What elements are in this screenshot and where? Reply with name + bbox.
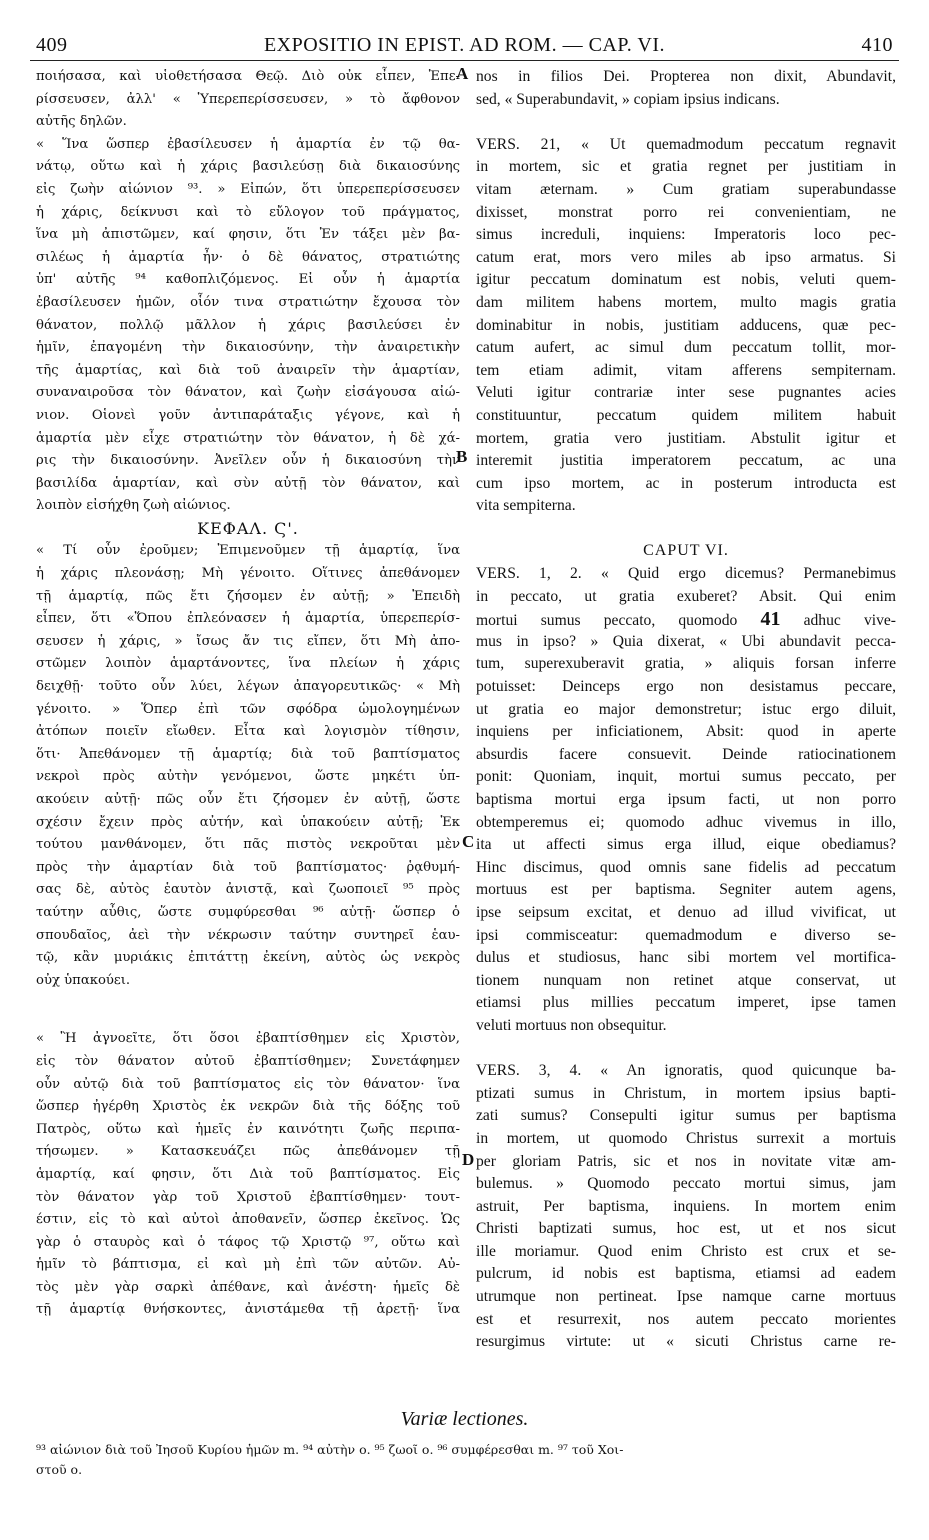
text-line: ponit: Quoniam, inquit, mortui sumus peccato, per xyxy=(476,768,896,786)
text-line: σας δὲ, αὐτὸς ἑαυτὸν ἀνιστᾷ, καὶ ζωοποιεῖ ⁹⁵ πρὸς xyxy=(36,882,460,898)
text-line: τούτου μανθάνομεν, ὅτι πᾶς πιστὸς νεκροῦται μὲν xyxy=(36,837,460,853)
text-line: « Ἵνα ὥσπερ ἐβασίλευσεν ἡ ἁμαρτία ἐν τῷ θα- xyxy=(36,136,460,152)
text-line: ἵνα μὴ ἀπιστῶμεν, καί φησιν, ὅτι Ἐν τάξει μὲν βα- xyxy=(36,227,460,243)
text-line: ακούειν αὐτῇ· πῶς οὖν ἔτι ζήσομεν ἐν αὐτῇ, ὥστε xyxy=(36,792,460,807)
text-line: νάτῳ, οὕτω καὶ ἡ χάρις βασιλεύσῃ διὰ δικαιοσύνης xyxy=(36,159,460,175)
text-line: τῆς ἁμαρτίας, καὶ διὰ τοῦ ἀναιρεῖν τὴν ἁμαρτίαν, xyxy=(36,362,460,378)
running-header xyxy=(30,34,899,61)
text-line: « Ἢ ἀγνοεῖτε, ὅτι ὅσοι ἐβαπτίσθημεν εἰς Χριστὸν, xyxy=(36,1031,460,1047)
text-line: ptizati sumus in Christum, in mortem ipsius bapti- xyxy=(476,1084,896,1102)
text-line: Christi baptizati sumus, hoc est, ut et nos sicut xyxy=(476,1220,896,1238)
latin-block-1 xyxy=(476,66,896,111)
text-line: Πατρὸς, οὕτω καὶ ἡμεῖς ἐν καινότητι ζωῆς περιπα- xyxy=(36,1121,460,1137)
text-line: dam militem habens mortem, multo magis gratia xyxy=(476,293,896,311)
latin-block-4 xyxy=(476,1060,896,1354)
text-line: ἡ χάρις πλεονάσῃ; Μὴ γένοιτο. Οἵτινες ἀπεθάνομεν xyxy=(36,566,460,582)
text-line: VERS. 1, 2. « Quid ergo dicemus? Permanebimus xyxy=(476,565,896,583)
column-number: 41 xyxy=(760,608,781,631)
running-title: EXPOSITIO IN EPIST. AD ROM. — CAP. VI. xyxy=(263,34,666,56)
text-line: αὐτῆς δηλῶν. xyxy=(36,114,127,130)
text-line: nos in filios Dei. Propterea non dixit, Abundavit, xyxy=(476,68,896,85)
text-line: σευσεν ἡ χάρις, » ἴσως ἄν τις εἴπεν, ὅτι Μὴ ἀπο- xyxy=(36,633,460,649)
text-line: in mortem, ut quomodo Christus surrexit a mortuis xyxy=(476,1129,896,1147)
text-line: τὸν θάνατον γὰρ τοῦ Χριστοῦ ἐβαπτίσθημεν· τουτ- xyxy=(36,1189,460,1205)
text-line: ρίσσευσεν, ἀλλ' « Ὑπερεπερίσσευσεν, » τὸ ἄφθονον xyxy=(36,91,460,107)
text-line: τῷ, κἂν μυριάκις ἐπιτάττῃ ἐκείνη, αὐτὸς ὡς νεκρὸς xyxy=(36,950,460,966)
text-line: tionem nunquam non retinet atque conservat, ut xyxy=(476,971,896,989)
text-line: mus in ipso? » Quia dixerat, « Ubi abundavit pecca- xyxy=(476,632,896,650)
margin-mark-a: A xyxy=(456,64,469,83)
text-line: ἡμῖν τὸ βάπτισμα, εἰ καὶ μὴ ἐπὶ τῶν αὐτῶν. Αὐ- xyxy=(36,1257,460,1273)
text-line: νεκροὶ πρὸς αὐτὴν γενόμενοι, ὥστε μηκέτι ὑπ- xyxy=(36,769,460,785)
text-line: οὐχ ὑπακούει. xyxy=(36,972,131,988)
text-line: vita sempiterna. xyxy=(476,497,576,515)
text-line: τὸς μὲν γὰρ σαρκὶ ἀπέθανε, καὶ ἀνέστη· ἡμεῖς δὲ xyxy=(36,1279,460,1295)
text-line: astruit, Per baptisma, inquiens. In mortem enim xyxy=(476,1197,896,1215)
text-line: simus increduli, inquiens: Imperatoris loco pec- xyxy=(476,226,896,244)
text-line: per gloriam Patris, sic et nos in novitate vitæ am- xyxy=(476,1152,896,1170)
text-line: θάνατον, πολλῷ μᾶλλον ἡ χάρις βασιλεύσει ἐν xyxy=(36,317,460,333)
text-line xyxy=(476,608,896,631)
text-line: βασιλίδα ἁμαρτίαν, καὶ σὺν αὐτῇ τὸν θάνατον, καὶ xyxy=(36,475,460,491)
text-line: πρὸς τὴν ἁμαρτίαν διὰ τοῦ βαπτίσματος· ῥᾳθυμή- xyxy=(36,859,460,875)
text-line: utrumque non pertineat. Ipse namque carne mortuus xyxy=(476,1288,896,1306)
text-line: etiamsi plus millies peccatum imperet, ipse tamen xyxy=(476,994,896,1012)
text-line: sed, « Superabundavit, » copiam ipsius indicans. xyxy=(476,90,780,108)
text-line: in peccato, ut gratia exuberet? Absit. Qui enim xyxy=(476,587,896,605)
text-line: mortem, gratia vero justitiam. Abstulit igitur et xyxy=(476,429,896,447)
text-line: εἰς τὸν θάνατον αὐτοῦ ἐβαπτίσθημεν; Συνετάφημεν xyxy=(36,1053,460,1069)
text-line: σχέσιν ἔχειν πρὸς αὐτήν, καὶ ὑπακούειν αὐτῇ; Ἐκ xyxy=(36,814,460,830)
text-line: στῶμεν λοιπὸν ἁμαρτάνοντες, ἵνα πλείων ἡ χάρις xyxy=(36,656,460,672)
text-line: VERS. 21, « Ut quemadmodum peccatum regnavit xyxy=(476,135,896,153)
text-line: συναναιροῦσα τὸν θάνατον, καὶ ζωὴν εἰσάγουσα αἰώ- xyxy=(36,385,460,401)
text-line: catum erat, mors vero miles ab ipso armatus. Si xyxy=(476,248,896,266)
text-line: σπουδαῖος, ἀεὶ τὴν νέκρωσιν ταύτην συντηρεῖ ἑαυ- xyxy=(36,927,460,943)
text-line: ποιήσασα, καὶ υἱοθετήσασα Θεῷ. Διὸ οὐκ εἶπεν, Ἐπε- xyxy=(36,69,460,84)
margin-mark-c: C xyxy=(462,832,475,851)
text-line: inquiens per inficiationem, Absit: quod in aperte xyxy=(476,723,896,741)
footnotes xyxy=(36,1440,896,1480)
text-line: ὅτι· Ἀπεθάνομεν τῇ ἁμαρτίᾳ; διὰ τοῦ βαπτίσματος xyxy=(36,746,460,762)
margin-mark-b: B xyxy=(456,447,468,466)
text-line: baptisma mortui erga ipsum facti, ut non porro xyxy=(476,791,896,808)
text-line: in mortem, sic et gratia regnet per justitiam in xyxy=(476,158,896,176)
text-line: VERS. 3, 4. « An ignoratis, quod quicunque ba- xyxy=(476,1062,896,1080)
margin-mark-d: D xyxy=(462,1150,475,1169)
text-line: vitam æternam. » Cum gratiam superabundasse xyxy=(476,180,896,198)
text-line: ταύτην αὖθις, ὥστε συμφύρεσθαι ⁹⁶ αὐτῇ· ὥσπερ ὁ xyxy=(36,904,460,920)
variae-lectiones-heading: Variæ lectiones. xyxy=(400,1408,529,1430)
text-line: mortuus est per baptisma. Segniter autem agens, xyxy=(476,881,896,899)
text-line: ille moriamur. Quod enim Christo est crux et se- xyxy=(476,1242,896,1260)
footnote-line: στοῦ ο. xyxy=(36,1462,83,1477)
latin-block-3 xyxy=(476,563,896,1037)
text-line: οὖν αὐτῷ διὰ τοῦ βαπτίσματος εἰς τὸν θάνατον· ἵνα xyxy=(36,1076,460,1092)
text-line: dulus et studiosus, hanc sibi mortem vel mortifica- xyxy=(476,949,896,967)
text-line: ἁμαρτίᾳ, καί φησιν, ὅτι Διὰ τοῦ βαπτίσματος. Εἰς xyxy=(36,1166,460,1182)
page-number-left: 409 xyxy=(36,34,68,56)
text-line: λοιπὸν εἰσήχθη ζωὴ αἰώνιος. xyxy=(36,498,231,514)
text-line: dixisset, monstrat porro rei convenientiam, ne xyxy=(476,203,896,221)
latin-block-2 xyxy=(476,134,896,518)
text-line: ἁμαρτία μὲν εἶχε στρατιώτην τὸν θάνατον, ἡ δὲ χά- xyxy=(36,430,460,446)
text-line: Veluti igitur contrariæ inter sese pugnantes acies xyxy=(476,384,896,402)
page-number-right: 410 xyxy=(861,34,893,56)
greek-chapter-heading: ΚΕΦΑΛ. Ϛ'. xyxy=(197,518,299,538)
text-line: ὥσπερ ἠγέρθη Χριστὸς ἐκ νεκρῶν διὰ τῆς δόξης τοῦ xyxy=(36,1099,460,1115)
text-line: igitur peccatum dominatum est nobis, veluti quem- xyxy=(476,271,896,289)
text-line: γένοιτο. » Ὅπερ ἐπὶ τῶν σφόδρα ὡμολογημένων xyxy=(36,701,460,717)
text-line: « Τί οὖν ἐροῦμεν; Ἐπιμενοῦμεν τῇ ἁμαρτίᾳ, ἵνα xyxy=(36,543,460,559)
text-line: ipse seipsum excitat, et denuo ad illud vivificat, ut xyxy=(476,903,896,921)
greek-block-2 xyxy=(36,540,460,992)
text-line: zati sumus? Consepulti igitur sumus per baptisma xyxy=(476,1107,896,1125)
text-fragment: adhuc vive- xyxy=(803,612,896,630)
text-line: constituuntur, peccatum quidem militem habuit xyxy=(476,406,896,424)
greek-column xyxy=(36,66,460,1322)
text-line: ἐβασίλευσεν ἡμῶν, οἷόν τινα στρατιώτην ἔχουσα τὸν xyxy=(36,294,460,310)
text-line: absurdis facere consuevit. Deinde ratiocinationem xyxy=(476,745,896,763)
text-line: pulcrum, id nobis est baptisma, etiamsi ad eadem xyxy=(476,1265,896,1283)
text-line: γὰρ ὁ σταυρὸς καὶ ὁ τάφος τῷ Χριστῷ ⁹⁷, οὕτω καὶ xyxy=(36,1234,460,1250)
text-line: τῇ ἁμαρτίᾳ, πῶς ἔτι ζήσομεν ἐν αὐτῇ; » Ἐπειδὴ xyxy=(36,588,460,604)
text-line: dominabitur in nobis, justitiam adducens, quæ pec- xyxy=(476,316,896,334)
text-line: ἀτόπων ποιεῖν εἴωθεν. Εἶτα καὶ λογισμὸν τίθησιν, xyxy=(36,724,460,740)
text-fragment: mortui sumus peccato, quomodo xyxy=(476,612,738,630)
text-line: εἶπεν, ὅτι «Ὅπου ἐπλεόνασεν ἡ ἁμαρτία, ὑπερεπερίσ- xyxy=(36,611,460,627)
text-line: ρις τὴν δικαιοσύνην. Ἀνεῖλεν οὖν ἡ δικαιοσύνη τὴν xyxy=(36,453,460,469)
text-line: έστιν, εἰς τὸ καὶ αὐτοὶ ἀποθανεῖν, ὥσπερ ἐκεῖνος. Ὡς xyxy=(36,1212,460,1228)
text-line: ita ut affecti simus erga illud, eique obediamus? xyxy=(476,836,896,854)
text-line: Hinc discimus, quod omnis sane fidelis ad peccatum xyxy=(476,858,896,876)
text-line: σιλέως ἡ ἁμαρτία ἦν· ὁ δὲ θάνατος, στρατιώτης xyxy=(36,249,460,265)
text-line: potuisset: Deinceps ergo non desistamus peccare, xyxy=(476,678,896,696)
greek-block-3 xyxy=(36,1028,460,1322)
latin-column xyxy=(476,66,896,1354)
text-line: εἰς ζωὴν αἰώνιον ⁹³. » Εἰπών, ὅτι ὑπερεπερίσσευσεν xyxy=(36,181,460,197)
text-line: τήσωμεν. » Κατασκευάζει πῶς ἀπεθάνομεν τῇ xyxy=(36,1144,460,1160)
latin-chapter-heading: CAPUT VI. xyxy=(643,542,729,560)
text-line: νιον. Οἱονεὶ γοῦν ἀντιπαράταξις γέγονε, καὶ ἡ xyxy=(36,407,460,423)
text-line: ipsi commisceatur: quemadmodum e diverso se- xyxy=(476,926,896,944)
text-line: interemit justitia imperatorem peccatum, ac una xyxy=(476,452,896,470)
text-line: veluti mortuus non obsequitur. xyxy=(476,1016,667,1034)
text-line: ὑπ' αὐτῆς ⁹⁴ καθοπλιζόμενος. Εἰ οὖν ἡ ἁμαρτία xyxy=(36,272,460,288)
text-line: τῇ ἁμαρτίᾳ θνήσκοντες, ἀνιστάμεθα τῇ ἀρετῇ· ἵνα xyxy=(36,1302,460,1318)
text-line: resurgimus virtute: ut « sicuti Christus carne re- xyxy=(476,1333,896,1351)
text-line: tem etiam adimit, vitam afferens sempiternam. xyxy=(476,361,896,379)
text-line: catum aufert, ac simul dum peccatum tollit, mor- xyxy=(476,339,896,357)
text-line: δειχθῇ· τοῦτο οὖν λύει, λέγων ἀπαγορευτικῶς· « Μὴ xyxy=(36,679,460,695)
footnote-line: ⁹³ αἰώνιον διὰ τοῦ Ἰησοῦ Κυρίου ἡμῶν m. ⁹⁴ αὐτὴν ο. ⁹⁵ ζωοῖ ο. ⁹⁶ συμφέρεσθαι m. ⁹⁷ τοῦ Χοι- xyxy=(36,1442,624,1457)
text-line: cum ipso mortem, ac in posterum introducta est xyxy=(476,474,896,492)
text-line: tum, superexuberavit gratia, » aliquis forsan inferre xyxy=(476,655,896,673)
text-line: obtemperemus ei; quomodo adhuc vivemus in illo, xyxy=(476,813,896,831)
text-line: est et resurrexit, nos autem peccato morientes xyxy=(476,1310,896,1328)
text-line: bulemus. » Quomodo peccato mortui simus, jam xyxy=(476,1175,896,1193)
text-line: ἡμῖν, ἐπαγομένη τὴν δικαιοσύνην, τὴν ἀναιρετικὴν xyxy=(36,340,460,356)
text-line: ἡ χάρις, δείκνυσι καὶ τὸ εὔλογον τοῦ πράγματος, xyxy=(36,204,460,220)
text-line: ut gratia eo major demonstretur; istuc ergo diluit, xyxy=(476,700,896,718)
greek-block-1 xyxy=(36,66,460,518)
